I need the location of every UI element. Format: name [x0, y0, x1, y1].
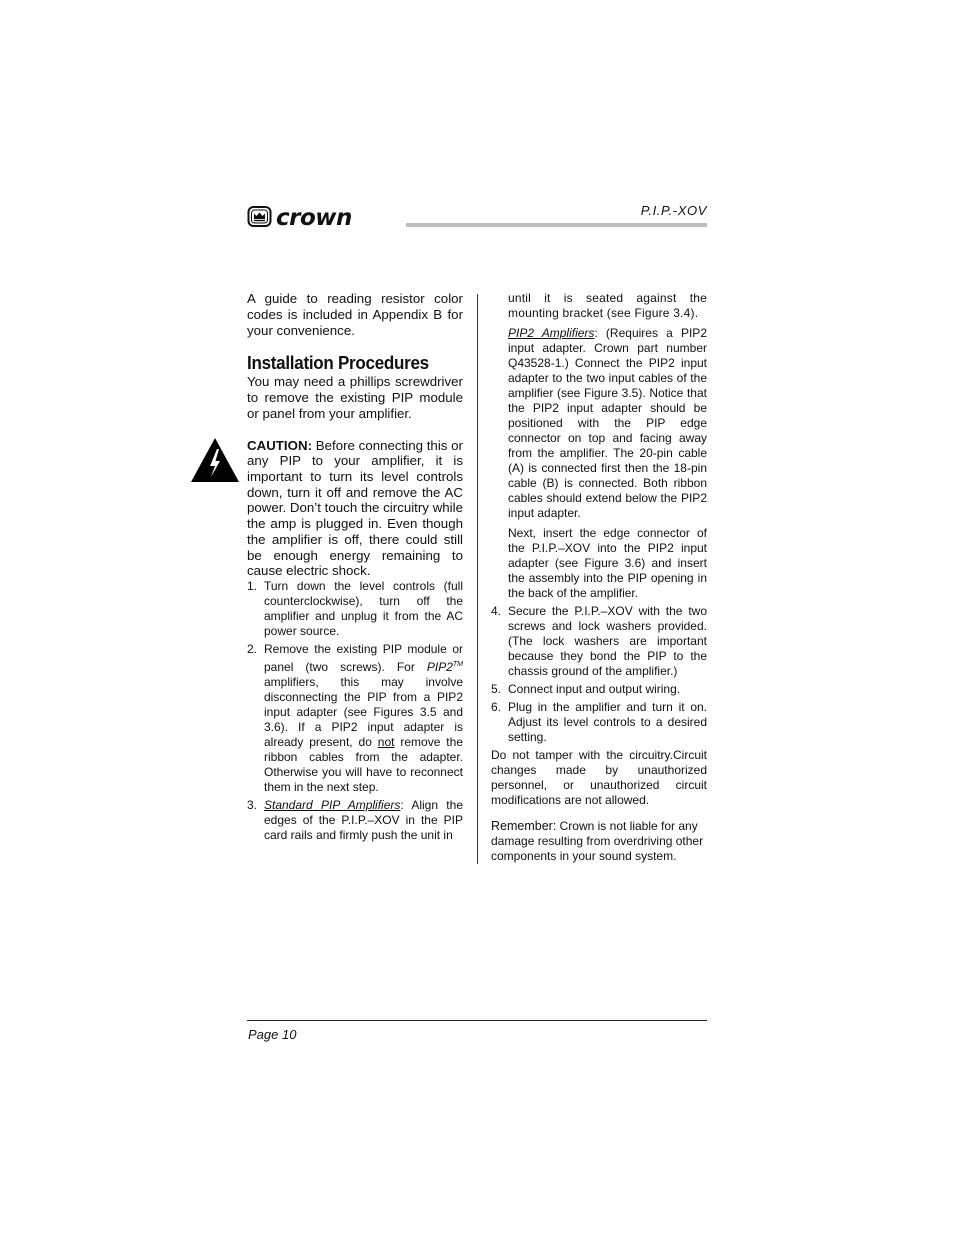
step-text: Plug in the amplifier and turn it on. Adjust its level controls to a desired setting.	[508, 700, 707, 744]
step-3-continued: until it is seated against the mounting bracket (see Figure 3.4).	[508, 291, 707, 320]
step-number: 5.	[491, 682, 502, 696]
step-5	[491, 682, 707, 697]
pip2-amplifiers-label: PIP2 Amplifiers	[508, 326, 595, 340]
step-6	[491, 700, 707, 745]
right-column	[491, 291, 707, 864]
page-number: Page 10	[248, 1027, 297, 1042]
electric-shock-warning-icon	[190, 437, 240, 483]
left-column	[247, 291, 463, 846]
steps-list-right	[491, 604, 707, 745]
step-text: Connect input and output wiring.	[508, 682, 681, 696]
remember-paragraph	[491, 819, 707, 864]
step-text: amplifiers, this may involve disconnecting the PIP from a PIP2 input adapter (see Figures 3.5 and 3.6). If a PIP2 input adapter is already present, do	[264, 674, 463, 749]
trademark-mark: TM	[452, 660, 463, 668]
step-1	[247, 579, 463, 639]
intro-paragraph: A guide to reading resistor color codes is included in Appendix B for your convenience.	[247, 291, 463, 338]
next-paragraph: Next, insert the edge connector of the P.I.P.–XOV into the PIP2 input adapter (see Figure 3.6) and insert the assembly into the PIP opening in the back of the amplifier.	[508, 526, 707, 600]
step-number: 1.	[247, 578, 258, 593]
remember-label: Remember:	[491, 819, 557, 833]
pip2-text: : (Requires a PIP2 input adapter. Crown part number Q43528-1.) Connect the PIP2 input adapter to the two input cables of the amplifier (see Figure 3.5). Notice that the PIP2 input adapter should be positioned with the PIP edge connector on top and facing away from the amplifier. The 20-pin cable (A) is connected first then the 18-pin cable (B) is connected. Both ribbon cables should extend below the PIP2 input adapter.	[508, 326, 707, 520]
brand-wordmark: crown	[276, 205, 352, 230]
step-text: : Align the edges of the P.I.P.–XOV in the PIP card rails and firmly push the unit in	[264, 797, 463, 842]
section-title: Installation Procedures	[247, 352, 429, 374]
step-number: 3.	[247, 797, 258, 812]
section-intro: You may need a phillips screwdriver to remove the existing PIP module or panel from your amplifier.	[247, 374, 463, 421]
emphasis-not: not	[377, 734, 395, 749]
footer-rule	[247, 1020, 707, 1021]
step-4	[491, 604, 707, 679]
pip2-paragraph	[491, 326, 707, 521]
crown-logo	[247, 204, 407, 230]
caution-paragraph	[247, 438, 463, 579]
step-3	[247, 798, 463, 843]
pip2-term: PIP2	[426, 659, 453, 674]
step-text: Secure the P.I.P.–XOV with the two screws and lock washers provided. (The lock washers are important because they bond the PIP to the chassis ground of the amplifier.)	[508, 604, 707, 678]
step-text: remove the ribbon cables from the adapter. Otherwise you will have to reconnect them in the next step.	[264, 734, 463, 794]
step-text: Turn down the level controls (full counterclockwise), turn off the amplifier and unplug it from the AC power source.	[264, 578, 463, 638]
caution-label: CAUTION:	[247, 437, 312, 453]
steps-list-left	[247, 579, 463, 843]
step-number: 4.	[491, 604, 502, 618]
column-divider	[477, 294, 478, 864]
step-number: 2.	[247, 641, 258, 656]
standard-pip-label: Standard PIP Amplifiers	[264, 797, 401, 812]
step-number: 6.	[491, 700, 502, 714]
caution-text: Before connecting this or any PIP to your amplifier, it is important to turn its level controls down, turn it off and remove the AC power. Don’t touch the circuitry while the amp is plugged in. Even though the amplifier is off, there could still be enough energy remaining to cause electric shock.	[247, 437, 463, 579]
tamper-paragraph: Do not tamper with the circuitry.Circuit changes made by unauthorized personnel, or unauthorized circuit modifications are not allowed.	[491, 748, 707, 807]
header-rule	[406, 223, 707, 227]
step-2	[247, 642, 463, 795]
model-name: P.I.P.-XOV	[640, 203, 707, 218]
remember-text: Crown is not liable for any damage resulting from overdriving other components in your sound system.	[491, 819, 704, 863]
step-text: Remove the existing PIP module or panel (two screws). For	[264, 641, 463, 674]
